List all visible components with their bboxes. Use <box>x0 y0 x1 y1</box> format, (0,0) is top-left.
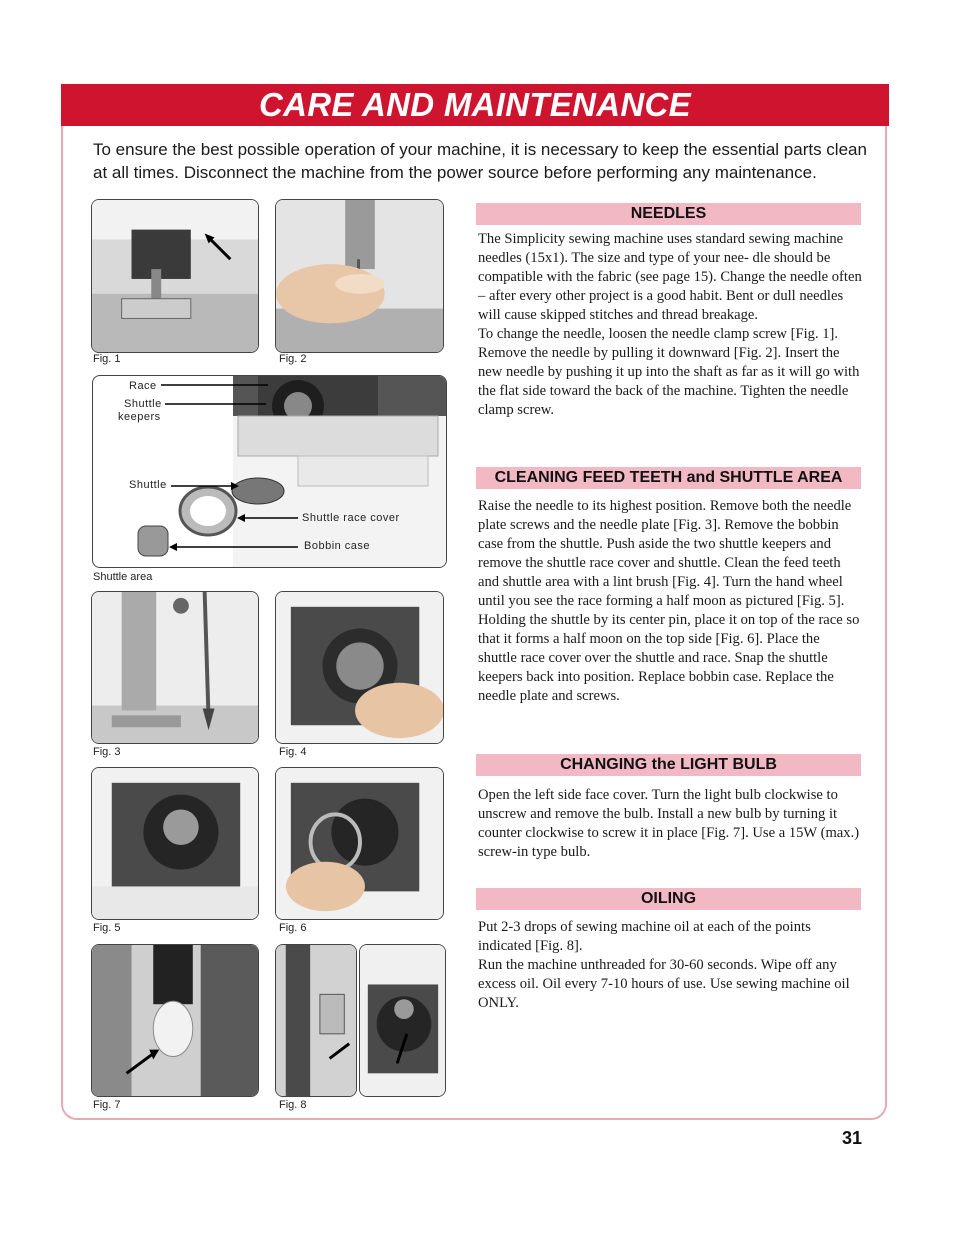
shuttle-area-caption: Shuttle area <box>93 571 153 583</box>
bulb-heading: CHANGING the LIGHT BULB <box>476 754 861 776</box>
label-bobbin-case: Bobbin case <box>304 540 371 552</box>
fig7-photo <box>91 944 259 1097</box>
label-shuttle-keepers-2: keepers <box>118 411 161 423</box>
fig2-caption: Fig. 2 <box>279 353 307 365</box>
fig8-caption: Fig. 8 <box>279 1099 307 1111</box>
needles-paragraph-1: The Simplicity sewing machine uses standard sewing machine needles (15x1). The size and type of your nee- dle should be compatible with the fabric (see page 15). Change the needle often – after every other project is a good habit. Bent or dull needles will cause skipped stitches and thread breakage. <box>478 231 862 323</box>
fig3-caption: Fig. 3 <box>93 746 121 758</box>
label-shuttle: Shuttle <box>129 479 167 491</box>
cleaning-body <box>478 497 862 706</box>
fig1-photo <box>91 199 259 353</box>
label-shuttle-keepers-1: Shuttle <box>124 398 162 410</box>
fig1-caption: Fig. 1 <box>93 353 121 365</box>
fig4-caption: Fig. 4 <box>279 746 307 758</box>
oiling-paragraph-2: Run the machine unthreaded for 30-60 seconds. Wipe off any excess oil. Oil every 7-10 hours of use. Use sewing machine oil ONLY. <box>478 957 850 1011</box>
oiling-heading: OILING <box>476 888 861 910</box>
page-title: CARE AND MAINTENANCE <box>259 86 691 123</box>
page-number: 31 <box>842 1128 863 1148</box>
fig3-photo <box>91 591 259 744</box>
fig7-caption: Fig. 7 <box>93 1099 121 1111</box>
shuttle-area-diagram <box>92 375 447 568</box>
fig8-photo-left <box>275 944 357 1097</box>
bulb-paragraph-1: Open the left side face cover. Turn the light bulb clockwise to unscrew and remove the bulb. Install a new bulb by turning it counter clockwise to screw it in place [Fig. 7]. Use a 15W (max.) screw-in type bulb. <box>478 787 860 860</box>
fig5-caption: Fig. 5 <box>93 922 121 934</box>
needles-body <box>478 230 862 420</box>
cleaning-paragraph-1: Raise the needle to its highest position. Remove both the needle plate screws and the needle plate [Fig. 3]. Remove the bobbin case from the shuttle. Push aside the two shuttle keepers and remove the shuttle race cover and shuttle. Clean the feed teeth and shuttle area with a lint brush [Fig. 4]. Turn the hand wheel until you see the race forming a half moon as pictured [Fig. 5]. Holding the shuttle by its center pin, place it on top of the race so that it forms a half moon on the top side [Fig. 6]. Place the shuttle race cover over the shuttle and race. Snap the shuttle keepers back into position. Replace bobbin case. Replace the needle plate and screws. <box>478 498 860 704</box>
oiling-paragraph-1: Put 2-3 drops of sewing machine oil at each of the points indicated [Fig. 8]. <box>478 919 811 954</box>
needles-heading: NEEDLES <box>476 203 861 225</box>
fig6-photo <box>275 767 444 920</box>
fig6-caption: Fig. 6 <box>279 922 307 934</box>
fig8-photo-right <box>359 944 446 1097</box>
fig2-photo <box>275 199 444 353</box>
label-shuttle-race-cover: Shuttle race cover <box>302 512 400 524</box>
bulb-body <box>478 786 862 862</box>
label-race: Race <box>129 380 157 392</box>
title-banner <box>61 84 889 126</box>
oiling-body <box>478 918 862 1013</box>
fig5-photo <box>91 767 259 920</box>
cleaning-heading: CLEANING FEED TEETH and SHUTTLE AREA <box>476 467 861 489</box>
intro-paragraph: To ensure the best possible operation of your machine, it is necessary to keep the essential parts clean at all times. Disconnect the machine from the power source before performing any maintenance. <box>93 140 867 182</box>
fig4-photo <box>275 591 444 744</box>
needles-paragraph-2: To change the needle, loosen the needle clamp screw [Fig. 1]. Remove the needle by pulling it downward [Fig. 2]. Insert the new needle by pushing it up into the shaft as far as it will go with the flat side toward the back of the machine. Tighten the needle clamp screw. <box>478 326 860 418</box>
